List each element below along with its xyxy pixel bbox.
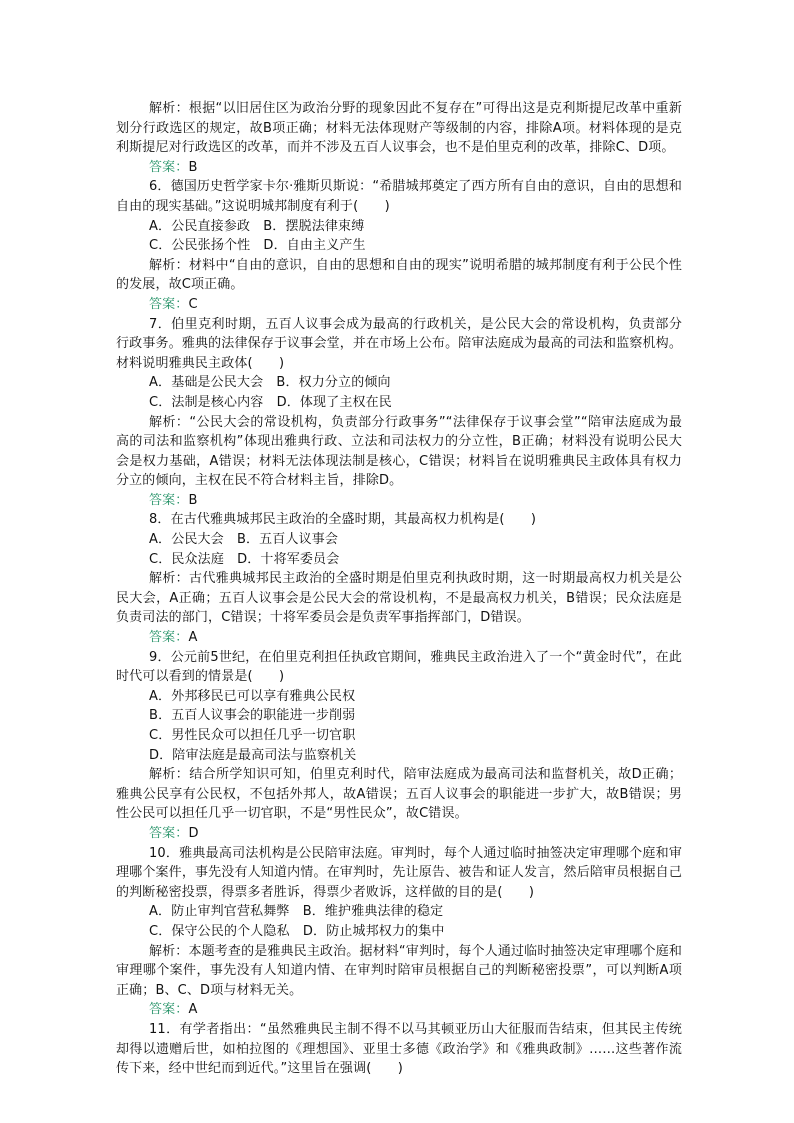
answer-line	[116, 491, 682, 511]
answer-value: D	[188, 825, 199, 841]
option-line: A．基础是公民大会 B．权力分立的倾向	[149, 375, 391, 391]
answer-line	[116, 158, 682, 178]
option-line: D．陪审法庭是最高司法与监察机关	[149, 747, 357, 763]
option-line: C．民众法庭 D．十将军委员会	[149, 551, 340, 567]
option-line: A．公民直接参政 B．摆脱法律束缚	[149, 218, 365, 234]
answer-line	[116, 824, 682, 844]
analysis-paragraph: 解析：结合所学知识可知，伯里克利时代，陪审法庭成为最高司法和监督机关，故D正确；雅典公民享有公民权，不包括外邦人，故A错误；五百人议事会的职能进一步扩大，故B错误；男性公民可以担任几乎一切官职，不是“男性民众”，故C错误。	[116, 767, 682, 822]
question-8: 8．在古代雅典城邦民主政治的全盛时期，其最高权力机构是( )	[149, 512, 537, 528]
option-line: C．保守公民的个人隐私 D．防止城邦权力的集中	[149, 923, 445, 939]
analysis-paragraph: 解析：古代雅典城邦民主政治的全盛时期是伯里克利执政时期，这一时期最高权力机关是公民大会，A正确；五百人议事会是公民大会的常设机构，不是最高权力机关，B错误；民众法庭是负责司法的部门，C错误；十将军委员会是负责军事指挥部门，D错误。	[116, 571, 682, 626]
answer-line	[116, 295, 682, 315]
answer-label: 答案：	[149, 1002, 189, 1018]
answer-value: B	[188, 492, 198, 508]
option-line: A．外邦移民已可以享有雅典公民权	[149, 688, 356, 704]
analysis-paragraph: 解析：本题考查的是雅典民主政治。据材料“审判时，每个人通过临时抽签决定审理哪个庭和审理哪个案件，事先没有人知道内情、在审判时陪审员根据自己的判断秘密投票”，可以判断A项正确；B、C、D项与材料无关。	[116, 943, 682, 998]
analysis-paragraph: 解析：“公民大会的常设机构，负责部分行政事务”“法律保存于议事会堂”“陪审法庭成为最高的司法和监察机构”体现出雅典行政、立法和司法权力的分立性，B正确；材料没有说明公民大会是权力基础，A错误；材料无法体现法制是核心，C错误；材料旨在说明雅典民主政体具有权力分立的倾向，主权在民不符合材料主旨，排除D。	[116, 414, 682, 489]
question-7: 7．伯里克利时期，五百人议事会成为最高的行政机关，是公民大会的常设机构，负责部分行政事务。雅典的法律保存于议事会堂，并在市场上公布。陪审法庭成为最高的司法和监察机构。材料说明雅典民主政体( )	[116, 316, 682, 371]
answer-label: 答案：	[149, 159, 189, 175]
document-body	[116, 99, 682, 1079]
option-line: C．公民张扬个性 D．自由主义产生	[149, 238, 366, 254]
question-10: 10．雅典最高司法机构是公民陪审法庭。审判时，每个人通过临时抽签决定审理哪个庭和审理哪个案件，事先没有人知道内情。在审判时，先让原告、被告和证人发言，然后陪审员根据自己的判断秘密投票，得票多者胜诉，得票少者败诉，这样做的目的是( )	[116, 845, 682, 900]
answer-label: 答案：	[149, 296, 189, 312]
answer-value: C	[188, 296, 198, 312]
answer-line	[116, 1000, 682, 1020]
answer-value: A	[188, 1002, 198, 1018]
option-line: A．公民大会 B．五百人议事会	[149, 532, 339, 548]
answer-label: 答案：	[149, 630, 189, 646]
answer-value: B	[188, 159, 198, 175]
answer-label: 答案：	[149, 825, 189, 841]
answer-value: A	[188, 630, 198, 646]
option-line: C．男性民众可以担任几乎一切官职	[149, 728, 356, 743]
answer-line	[116, 628, 682, 648]
analysis-paragraph: 解析：材料中“自由的意识，自由的思想和自由的现实”说明希腊的城邦制度有利于公民个性的发展，故C项正确。	[116, 257, 682, 293]
option-line: B．五百人议事会的职能进一步削弱	[149, 708, 356, 724]
question-11: 11．有学者指出：“虽然雅典民主制不得不以马其顿亚历山大征服而告结束，但其民主传统却得以遗赠后世，如柏拉图的《理想国》、亚里士多德《政治学》和《雅典政制》……这些著作流传下来，经中世纪而到近代。”这里旨在强调( )	[116, 1021, 682, 1077]
question-9: 9．公元前5世纪，在伯里克利担任执政官期间，雅典民主政治进入了一个“黄金时代”，在此时代可以看到的情景是( )	[116, 649, 682, 685]
question-6: 6．德国历史哲学家卡尔·雅斯贝斯说：“希腊城邦奠定了西方所有自由的意识，自由的思想和自由的现实基础。”这说明城邦制度有利于( )	[116, 179, 682, 214]
option-line: C．法制是核心内容 D．体现了主权在民	[149, 394, 392, 410]
analysis-paragraph: 解析：根据“以旧居住区为政治分野的现象因此不复存在”可得出这是克利斯提尼改革中重新划分行政选区的规定，故B项正确；材料无法体现财产等级制的内容，排除A项。材料体现的是克利斯提尼对行政选区的改革，而并不涉及五百人议事会，也不是伯里克利的改革，排除C、D项。	[116, 101, 682, 156]
answer-label: 答案：	[149, 492, 189, 508]
option-line: A．防止审判官营私舞弊 B．维护雅典法律的稳定	[149, 904, 444, 920]
